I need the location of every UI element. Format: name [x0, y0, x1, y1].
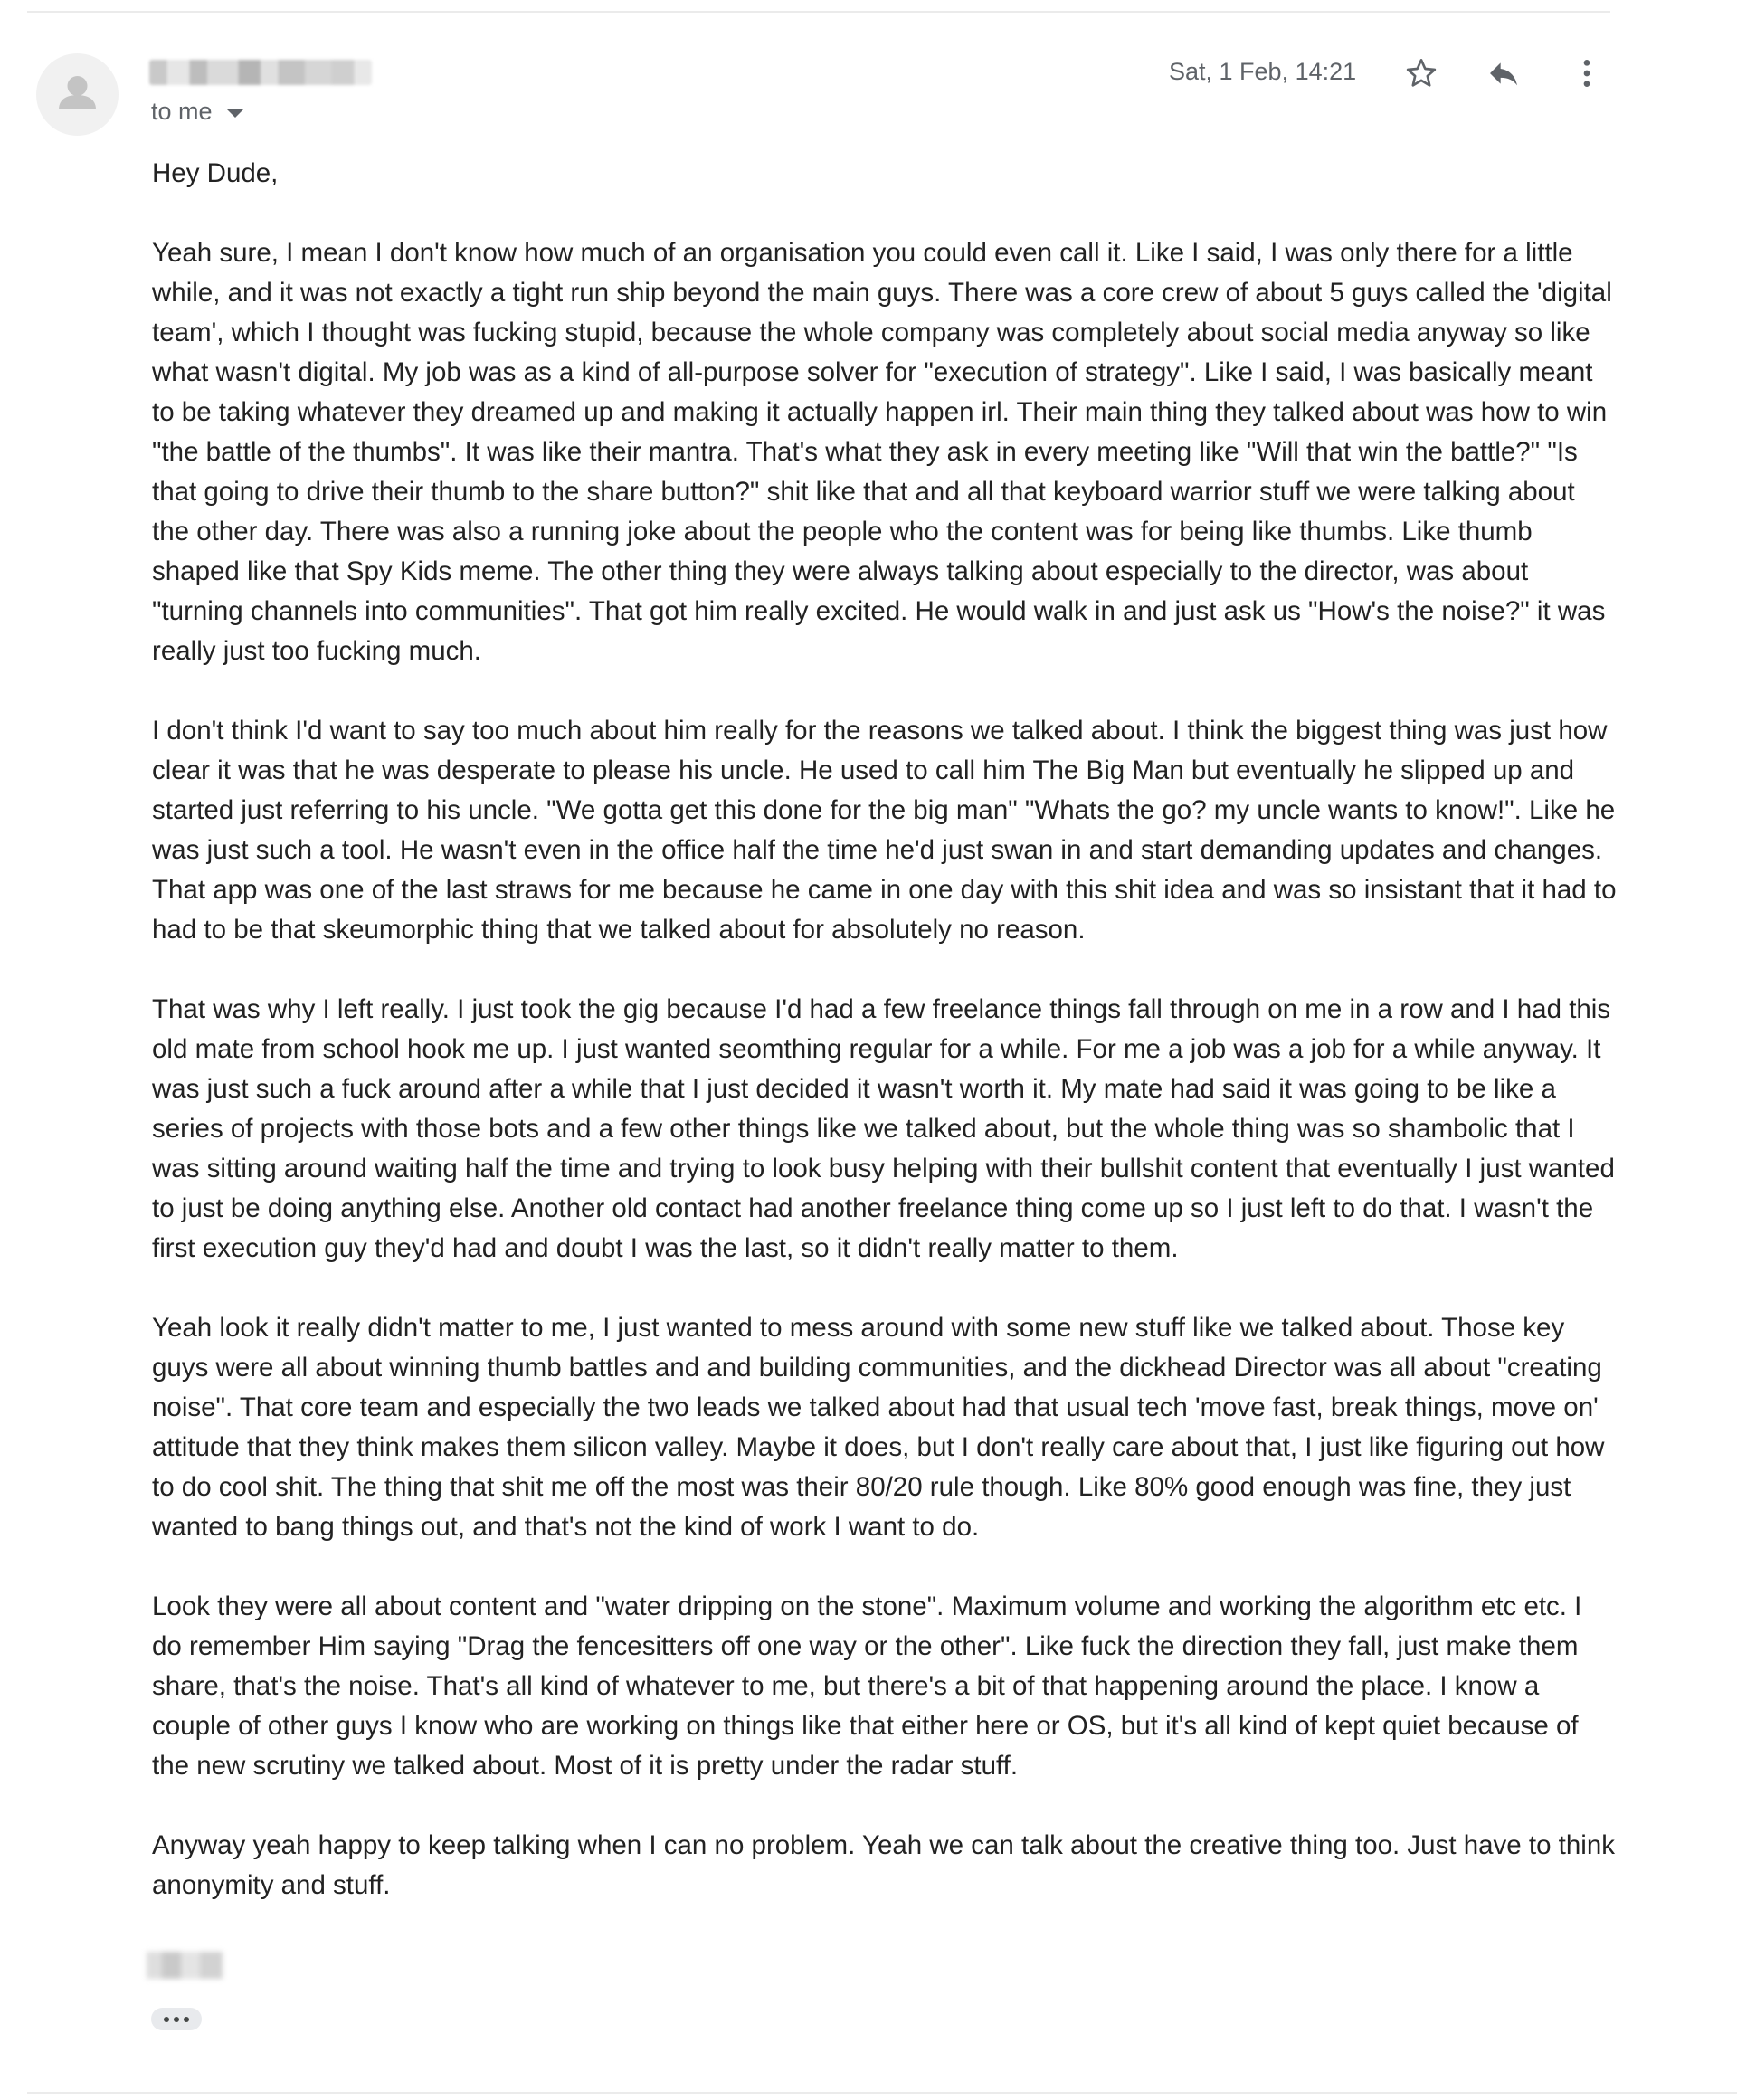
email-paragraph: Anyway yeah happy to keep talking when I can no problem. Yeah we can talk about the creative thing too. Just have to think anonymity and stuff.	[152, 1830, 1615, 1900]
chevron-down-icon	[227, 109, 243, 118]
email-paragraph: Look they were all about content and "water dripping on the stone". Maximum volume and working the algorithm etc etc. I do remember Him saying "Drag the fencesitters off one way or the other". Like fuck the direction they fall, just make them share, that's the noise. That's all kind of whatever to me, but there's a bit of that happening around the place. I know a couple of other guys I know who are working on things like that either here or OS, but it's all kind of kept quiet because of the new scrutiny we talked about. Most of it is pretty under the radar stuff.	[152, 1592, 1582, 1781]
show-trimmed-content-button[interactable]	[151, 2008, 202, 2030]
person-icon	[36, 53, 119, 136]
star-button[interactable]	[1396, 48, 1447, 99]
footer-divider	[27, 2092, 1737, 2094]
more-vert-icon	[1569, 55, 1605, 91]
reply-button[interactable]	[1478, 48, 1529, 99]
email-date: Sat, 1 Feb, 14:21	[1169, 58, 1357, 85]
header-divider	[27, 11, 1610, 13]
sender-avatar[interactable]	[36, 53, 119, 136]
more-horiz-icon	[164, 2017, 169, 2022]
email-paragraph: Yeah look it really didn't matter to me, I just wanted to mess around with some new stuff like we talked about. Those key guys were all about winning thumb battles and and building communities, and the dickhead Director was all about "creating noise". That core team and especially the two leads we talked about had that usual tech 'move fast, break things, move on' attitude that they think makes them silicon valley. Maybe it does, but I don't really care about that, I just like figuring out how to do cool shit. The thing that shit me off the most was their 80/20 rule though. Like 80% good enough was fine, they just wanted to bang things out, and that's not the kind of work I want to do.	[152, 1313, 1605, 1542]
email-paragraph: Yeah sure, I mean I don't know how much of an organisation you could even call it. Like I said, I was only there for a little while, and it was not exactly a tight run ship beyond the main guys. There was a core crew of about 5 guys called the 'digital team', which I thought was fucking stupid, because the whole company was completely about social media anyway so like what wasn't digital. My job was as a kind of all-purpose solver for "execution of strategy". Like I said, I was basically meant to be taking whatever they dreamed up and making it actually happen irl. Their main thing they talked about was how to win "the battle of the thumbs". It was like their mantra. That's what they ask in every meeting like "Will that win the battle?" "Is that going to drive their thumb to the share button?" shit like that and all that keyboard warrior stuff we were talking about the other day. There was also a running joke about the people who the content was for being like thumbs. Like thumb shaped like that Spy Kids meme. The other thing they were always talking about especially to the director, was about "turning channels into communities". That got him really excited. He would walk in and just ask us "How's the noise?" it was really just too fucking much.	[152, 238, 1612, 666]
email-paragraph: I don't think I'd want to say too much about him really for the reasons we talked about. I think the biggest thing was just how clear it was that he was desperate to please his uncle. He used to call him The Big Man but eventually he slipped up and started just referring to his uncle. "We gotta get this done for the big man" "Whats the go? my uncle wants to know!". Like he was just such a tool. He wasn't even in the office half the time he'd just swan in and start demanding updates and changes. That app was one of the last straws for me because he came in one day with this shit idea and was so insistant that it had to had to be that skeumorphic thing that we talked about for absolutely no reason.	[152, 716, 1617, 945]
sender-name-redacted	[149, 60, 372, 85]
recipient-details-toggle[interactable]	[151, 98, 243, 126]
email-paragraph: That was why I left really. I just took the gig because I'd had a few freelance things fall through on me in a row and I had this old mate from school hook me up. I just wanted seomthing regular for a while. For me a job was a job for a while anyway. It was just such a fuck around after a while that I just decided it wasn't worth it. My mate had said it was going to be like a series of projects with those bots and a few other things like we talked about, but the whole thing was so shambolic that I was sitting around waiting half the time and trying to look busy helping with their bullshit content that eventually I just wanted to just be doing anything else. Another old contact had another freelance thing come up so I just left to do that. I wasn't the first execution guy they'd had and doubt I was the last, so it didn't really matter to them.	[152, 994, 1615, 1263]
star-icon	[1403, 55, 1439, 91]
email-body	[152, 154, 1618, 1945]
reply-icon	[1485, 55, 1522, 91]
more-options-button[interactable]	[1561, 48, 1612, 99]
email-greeting: Hey Dude,	[152, 158, 279, 188]
recipient-label: to me	[151, 98, 213, 125]
signature-redacted	[147, 1952, 223, 1979]
